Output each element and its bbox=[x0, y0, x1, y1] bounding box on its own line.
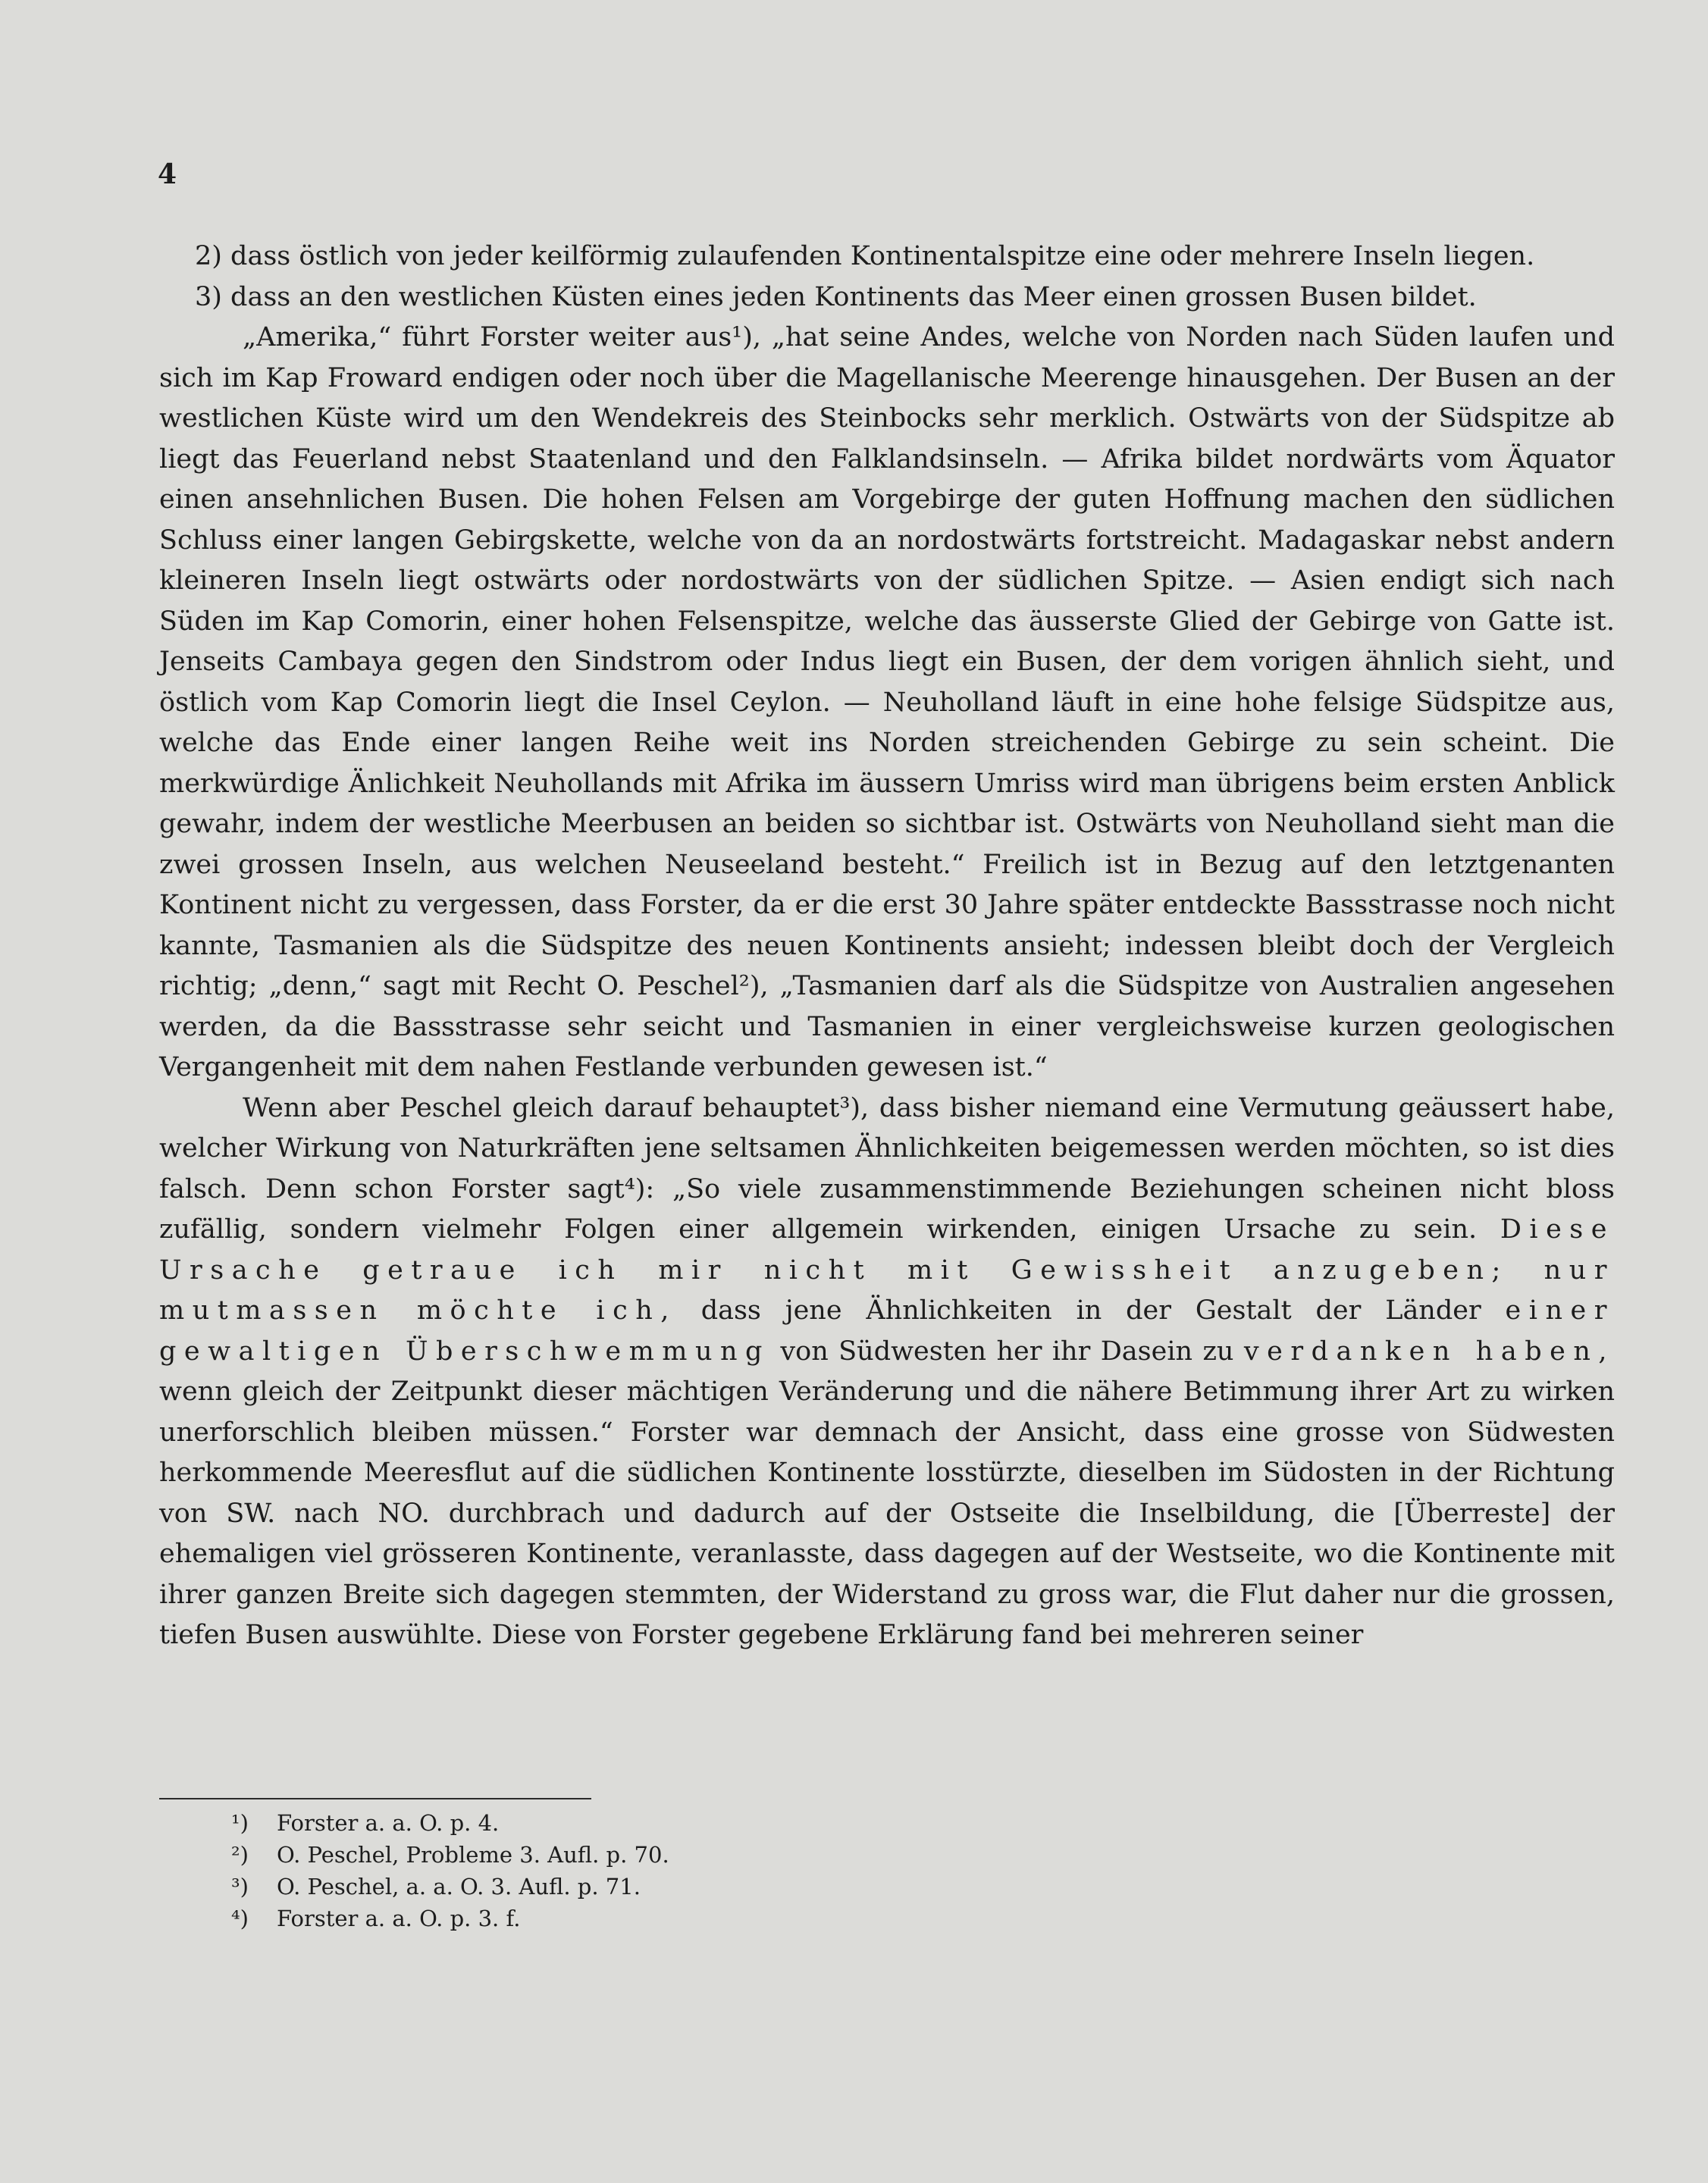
footnote-text: Forster a. a. O. p. 3. f. bbox=[277, 1906, 521, 1931]
footnote-mark: ³) bbox=[231, 1874, 249, 1900]
paragraph-peschel-claim bbox=[159, 1088, 1615, 1656]
page-number: 4 bbox=[158, 158, 177, 190]
body-text bbox=[159, 236, 1615, 1656]
emphasized-text: einer gewaltigen Überschwemmung bbox=[159, 1295, 1615, 1367]
footnote-mark: ⁴) bbox=[231, 1906, 249, 1931]
emphasized-text: verdanken haben, bbox=[1243, 1336, 1615, 1367]
paragraph-text: von Südwesten her ihr Dasein zu bbox=[780, 1336, 1234, 1367]
paragraph-text: Wenn aber Peschel gleich darauf behauptet³), dass bisher niemand eine Vermutung geäussert habe, welcher Wirkung von Naturkräften jene seltsamen Ähnlichkeiten beigemessen werden möchten, so ist dies falsch. Denn schon Forster sagt⁴): „So viele zusammenstimmende Beziehungen scheinen nicht bloss zufällig, sondern vielmehr Folgen einer allgemein wirkenden, einigen Ursache zu sein. bbox=[159, 1092, 1615, 1245]
emphasized-text: Diese Ursache getraue ich mir nicht mit Gewissheit anzugeben; nur mutmassen möchte ich, bbox=[159, 1214, 1615, 1326]
footnote-text: O. Peschel, Probleme 3. Aufl. p. 70. bbox=[277, 1842, 669, 1868]
paragraph-forster-quote: „Amerika,“ führt Forster weiter aus¹), „hat seine Andes, welche von Norden nach Süden laufen und sich im Kap Froward endigen oder noch über die Magellanische Meerenge hinausgehen. Der Busen an der westlichen Küste wird um den Wendekreis des Steinbocks sehr merklich. Ostwärts von der Südspitze ab liegt das Feuerland nebst Staatenland und den Falklandsinseln. — Afrika bildet nordwärts vom Äquator einen ansehnlichen Busen. Die hohen Felsen am Vorgebirge der guten Hoffnung machen den südlichen Schluss einer langen Gebirgskette, welche von da an nordostwärts fortstreicht. Madagaskar nebst andern kleineren Inseln liegt ostwärts oder nordostwärts von der südlichen Spitze. — Asien endigt sich nach Süden im Kap Comorin, einer hohen Felsenspitze, welche das äusserste Glied der Gebirge von Gatte ist. Jenseits Cambaya gegen den Sindstrom oder Indus liegt ein Busen, der dem vorigen ähnlich sieht, und östlich vom Kap Comorin liegt die Insel Ceylon. — Neuholland läuft in eine hohe felsige Südspitze aus, welche das Ende einer langen Reihe weit ins Norden streichenden Gebirge zu sein scheint. Die merkwürdige Änlichkeit Neuhollands mit Afrika im äussern Umriss wird man übrigens beim ersten Anblick gewahr, indem der westliche Meerbusen an beiden so sichtbar ist. Ostwärts von Neuholland sieht man die zwei grossen Inseln, aus welchen Neuseeland besteht.“ Freilich ist in Bezug auf den letztgenanten Kontinent nicht zu vergessen, dass Forster, da er die erst 30 Jahre später entdeckte Bassstrasse noch nicht kannte, Tasmanien als die Südspitze des neuen Kontinents ansieht; indessen bleibt doch der Vergleich richtig; „denn,“ sagt mit Recht O. Peschel²), „Tasmanien darf als die Südspitze von Australien angesehen werden, da die Bassstrasse sehr seicht und Tasmanien in einer vergleichsweise kurzen geologischen Vergangenheit mit dem nahen Festlande verbunden gewesen ist.“ bbox=[159, 322, 1615, 1082]
list-item-3: 3) dass an den westlichen Küsten eines jeden Kontinents das Meer einen grossen Busen bildet. bbox=[195, 281, 1477, 312]
paragraph-text: wenn gleich der Zeitpunkt dieser mächtigen Veränderung und die nähere Betimmung ihrer Art zu wirken unerforschlich bleiben müssen.“ Forster war demnach der Ansicht, dass eine grosse von Südwesten herkommende Meeresflut auf die südlichen Kontinente losstürzte, dieselben im Südosten in der Richtung von SW. nach NO. durchbrach und dadurch auf der Ostseite die Inselbildung, die [Überreste] der ehemaligen viel grösseren Kontinente, veranlasste, dass dagegen auf der Westseite, wo die Kontinente mit ihrer ganzen Breite sich dagegen stemmten, der Widerstand zu gross war, die Flut daher nur die grossen, tiefen Busen auswühlte. Diese von Forster gegebene Erklärung fand bei mehreren seiner bbox=[159, 1377, 1615, 1650]
paragraph-text: dass jene Ähnlichkeiten in der Gestalt der Länder bbox=[700, 1295, 1481, 1326]
footnote-text: O. Peschel, a. a. O. 3. Aufl. p. 71. bbox=[277, 1874, 641, 1900]
footnotes bbox=[231, 1807, 989, 1934]
footnote-mark: ¹) bbox=[231, 1810, 249, 1836]
footnote bbox=[231, 1871, 989, 1903]
footnote bbox=[231, 1903, 989, 1934]
footnote bbox=[231, 1807, 989, 1839]
footnote bbox=[231, 1839, 989, 1871]
list-item-2: 2) dass östlich von jeder keilförmig zulaufenden Kontinentalspitze eine oder mehrere Inseln liegen. bbox=[195, 241, 1535, 271]
footnote-text: Forster a. a. O. p. 4. bbox=[277, 1810, 500, 1836]
footnote-mark: ²) bbox=[231, 1842, 249, 1868]
footnote-divider bbox=[159, 1798, 591, 1799]
